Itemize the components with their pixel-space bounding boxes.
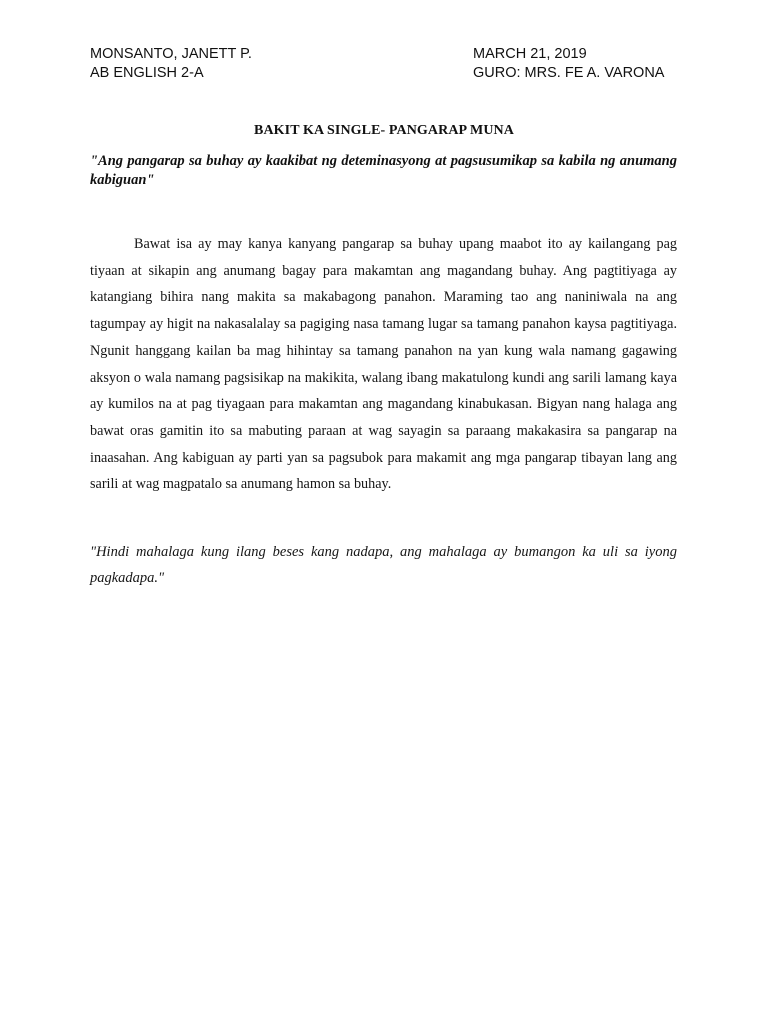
teacher-name: GURO: MRS. FE A. VARONA — [473, 65, 665, 81]
closing-quote: "Hindi mahalaga kung ilang beses kang nadapa, ang mahalaga ay bumangon ka uli sa iyong pagkadapa." — [90, 544, 677, 586]
header-left-block — [90, 45, 252, 83]
body-paragraph: Bawat isa ay may kanya kanyang pangarap sa buhay upang maabot ito ay kailangang pag tiyaan at sikapin ang anumang bagay para makamtan ang magandang buhay. Ang pagtitiyaga ay katangiang bihira nang makita sa makabagong panahon. Maraming tao ang naniniwala na ang tagumpay ay higit na nakasalalay sa pagiging nasa tamang lugar sa tamang panahon kaysa pagtitiyaga. Ngunit hanggang kailan ba mag hihintay sa tamang panahon na yan kung wala namang gagawing aksyon o wala namang pagsisikap na makikita, walang ibang makatulong kundi ang sarili lamang kaya ay kumilos na at pag tiyagaan para makamtan ang magandang kinabukasan. Bigyan nang halaga ang bawat oras gamitin ito sa mabuting paraan at wag sayagin sa paraang makakasira sa pangarap na inaasahan. Ang kabiguan ay parti yan sa pagsubok para makamit ang mga pangarap tibayan lang ang sarili at wag magpatalo sa anumang hamon sa buhay. — [90, 236, 677, 493]
header-right-block — [473, 45, 664, 83]
student-name: MONSANTO, JANETT P. — [90, 46, 252, 62]
document-date: MARCH 21, 2019 — [473, 46, 587, 62]
course-section: AB ENGLISH 2-A — [90, 65, 204, 81]
opening-quote: "Ang pangarap sa buhay ay kaakibat ng deteminasyong at pagsusumikap sa kabila ng anumang kabiguan" — [90, 153, 677, 188]
essay-title: BAKIT KA SINGLE- PANGARAP MUNA — [254, 123, 514, 138]
